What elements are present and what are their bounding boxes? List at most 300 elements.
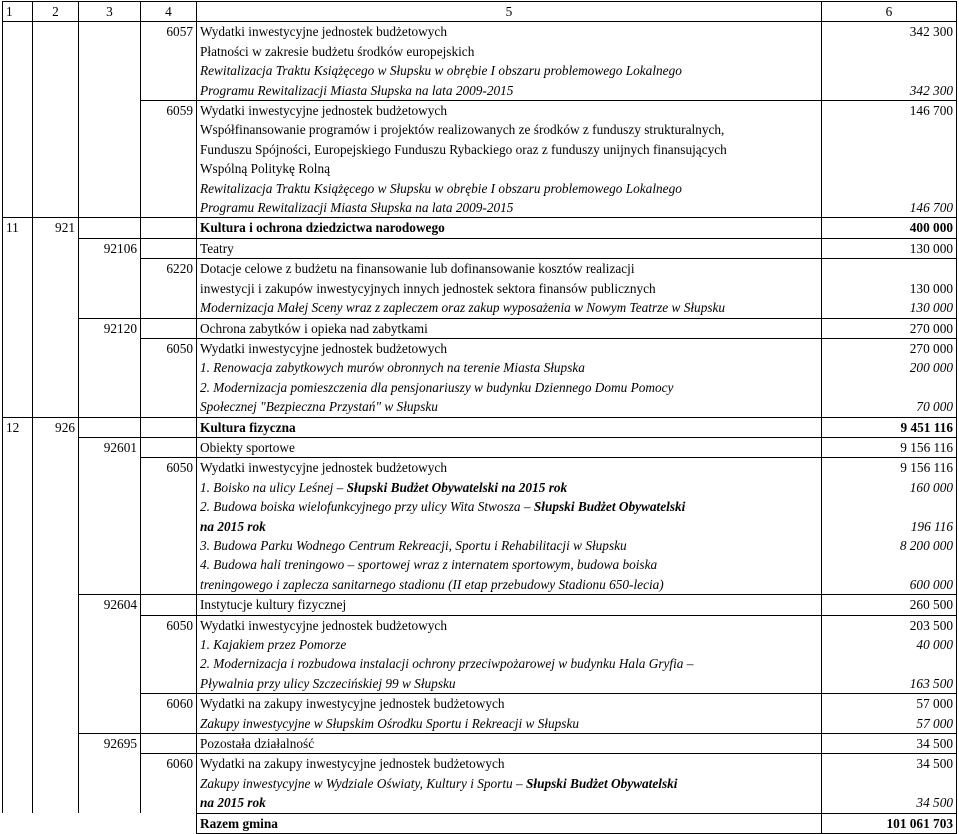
table-row (3, 458, 957, 478)
budget-label-bold: Słupski Budżet Obywatelski (526, 775, 678, 791)
table-row (3, 615, 957, 635)
lp-cell (3, 555, 33, 574)
description-cell (197, 694, 822, 714)
paragraf-cell (141, 140, 197, 159)
dzial-cell (33, 358, 79, 377)
description-cell (197, 238, 822, 258)
table-row (3, 259, 957, 279)
rozdzial-cell (79, 615, 141, 635)
amount-cell (822, 774, 957, 793)
lp-cell (3, 575, 33, 595)
paragraf-cell (141, 635, 197, 654)
description-text: Kultura fizyczna (200, 419, 296, 435)
header-col-4: 4 (141, 2, 197, 22)
rozdzial-cell: 92120 (79, 318, 141, 338)
header-col-2: 2 (33, 2, 79, 22)
amount-cell: 146 700 (822, 101, 957, 121)
paragraf-cell (141, 298, 197, 318)
rozdzial-cell (79, 179, 141, 198)
rozdzial-cell: 92601 (79, 437, 141, 457)
table-row (3, 595, 957, 615)
table-row (3, 378, 957, 397)
description-cell (197, 458, 822, 478)
description-text: Programu Rewitalizacji Miasta Słupska na lata 2009-2015 (200, 82, 514, 98)
lp-cell (3, 318, 33, 338)
paragraf-cell: 6050 (141, 338, 197, 358)
lp-cell (3, 61, 33, 80)
table-row (3, 714, 957, 734)
dzial-cell (33, 42, 79, 61)
amount-cell (822, 159, 957, 178)
dzial-cell (33, 654, 79, 673)
lp-cell (3, 298, 33, 318)
paragraf-cell: 6050 (141, 615, 197, 635)
rozdzial-cell (79, 298, 141, 318)
description-text: Współfinansowanie programów i projektów realizowanych ze środków z funduszy strukturalnych, (200, 122, 725, 138)
amount-cell: 196 116 (822, 517, 957, 536)
amount-cell (822, 259, 957, 279)
empty-cell (79, 813, 141, 833)
paragraf-cell (141, 279, 197, 298)
description-cell (197, 793, 822, 813)
dzial-cell: 926 (33, 417, 79, 437)
amount-cell: 57 000 (822, 694, 957, 714)
paragraf-cell (141, 497, 197, 516)
lp-cell (3, 140, 33, 159)
empty-cell (33, 813, 79, 833)
paragraf-cell (141, 536, 197, 555)
description-cell (197, 397, 822, 417)
table-row (3, 694, 957, 714)
amount-cell: 200 000 (822, 358, 957, 377)
paragraf-cell: 6057 (141, 22, 197, 42)
lp-cell (3, 734, 33, 754)
amount-cell: 34 500 (822, 754, 957, 774)
description-text: Społecznej "Bezpieczna Przystań" w Słupsku (200, 399, 438, 415)
paragraf-cell (141, 654, 197, 673)
paragraf-cell (141, 734, 197, 754)
description-text: Wydatki inwestycyjne jednostek budżetowych (200, 617, 447, 633)
rozdzial-cell (79, 101, 141, 121)
lp-cell (3, 159, 33, 178)
table-row (3, 42, 957, 61)
description-text: Obiekty sportowe (200, 439, 295, 455)
dzial-cell (33, 179, 79, 198)
rozdzial-cell (79, 674, 141, 694)
header-row (3, 2, 957, 22)
description-text: inwestycji i zakupów inwestycyjnych innych jednostek sektora finansów publicznych (200, 280, 656, 296)
dzial-cell (33, 555, 79, 574)
paragraf-cell (141, 179, 197, 198)
header-col-3: 3 (79, 2, 141, 22)
lp-cell (3, 259, 33, 279)
description-text: Dotacje celowe z budżetu na finansowanie lub dofinansowanie kosztów realizacji (200, 261, 635, 277)
table-row (3, 61, 957, 80)
dzial-cell (33, 774, 79, 793)
dzial-cell (33, 81, 79, 101)
description-text: 3. Budowa Parku Wodnego Centrum Rekreacji, Sportu i Rehabilitacji w Słupsku (200, 537, 627, 553)
amount-cell: 130 000 (822, 279, 957, 298)
amount-cell (822, 497, 957, 516)
paragraf-cell: 6220 (141, 259, 197, 279)
table-row (3, 81, 957, 101)
dzial-cell (33, 61, 79, 80)
amount-cell: 400 000 (822, 218, 957, 238)
table-row (3, 140, 957, 159)
paragraf-cell (141, 159, 197, 178)
lp-cell: 11 (3, 218, 33, 238)
paragraf-cell (141, 478, 197, 497)
description-text: 1. Kajakiem przez Pomorze (200, 637, 347, 652)
lp-cell (3, 754, 33, 774)
header-col-1: 1 (3, 2, 33, 22)
table-row (3, 654, 957, 673)
rozdzial-cell: 92106 (79, 238, 141, 258)
dzial-cell (33, 478, 79, 497)
description-cell (197, 555, 822, 574)
paragraf-cell (141, 378, 197, 397)
amount-cell (822, 120, 957, 139)
rozdzial-cell (79, 120, 141, 139)
description-cell (197, 774, 822, 793)
paragraf-cell (141, 437, 197, 457)
description-cell (197, 754, 822, 774)
amount-cell: 130 000 (822, 238, 957, 258)
lp-cell (3, 694, 33, 714)
description-cell (197, 497, 822, 516)
description-text: Wspólną Politykę Rolną (200, 161, 331, 177)
table-row (3, 318, 957, 338)
description-text: Pozostała działalność (200, 736, 315, 752)
paragraf-cell (141, 674, 197, 694)
description-text: Wydatki na zakupy inwestycyjne jednostek budżetowych (200, 756, 505, 772)
rozdzial-cell (79, 338, 141, 358)
description-cell (197, 120, 822, 139)
description-cell (197, 575, 822, 595)
rozdzial-cell (79, 754, 141, 774)
table-row (3, 635, 957, 654)
dzial-cell (33, 458, 79, 478)
dzial-cell (33, 140, 79, 159)
rozdzial-cell (79, 793, 141, 813)
paragraf-cell: 6060 (141, 754, 197, 774)
paragraf-cell (141, 81, 197, 101)
dzial-cell (33, 238, 79, 258)
dzial-cell (33, 674, 79, 694)
dzial-cell (33, 734, 79, 754)
description-cell (197, 198, 822, 218)
lp-cell (3, 198, 33, 218)
lp-cell (3, 536, 33, 555)
lp-cell (3, 378, 33, 397)
amount-cell: 342 300 (822, 22, 957, 42)
amount-cell: 203 500 (822, 615, 957, 635)
paragraf-cell (141, 517, 197, 536)
rozdzial-cell (79, 81, 141, 101)
lp-cell (3, 615, 33, 635)
lp-cell: 12 (3, 417, 33, 437)
amount-cell: 34 500 (822, 734, 957, 754)
description-cell (197, 140, 822, 159)
dzial-cell (33, 714, 79, 734)
rozdzial-cell (79, 575, 141, 595)
dzial-cell (33, 615, 79, 635)
rozdzial-cell (79, 218, 141, 238)
amount-cell (822, 555, 957, 574)
lp-cell (3, 42, 33, 61)
rozdzial-cell (79, 42, 141, 61)
lp-cell (3, 279, 33, 298)
rozdzial-cell (79, 259, 141, 279)
rozdzial-cell (79, 279, 141, 298)
paragraf-cell: 6050 (141, 458, 197, 478)
dzial-cell (33, 198, 79, 218)
rozdzial-cell (79, 417, 141, 437)
description-text: Płatności w zakresie budżetu środków europejskich (200, 43, 475, 59)
empty-cell (141, 813, 197, 833)
total-amount: 101 061 703 (822, 813, 957, 833)
description-cell (197, 81, 822, 101)
amount-cell: 146 700 (822, 198, 957, 218)
table-row (3, 536, 957, 555)
lp-cell (3, 437, 33, 457)
dzial-cell (33, 694, 79, 714)
description-cell (197, 478, 822, 497)
rozdzial-cell (79, 497, 141, 516)
paragraf-cell (141, 417, 197, 437)
paragraf-cell (141, 61, 197, 80)
amount-cell: 9 156 116 (822, 458, 957, 478)
table-row (3, 497, 957, 516)
table-row (3, 218, 957, 238)
paragraf-cell (141, 218, 197, 238)
description-cell (197, 635, 822, 654)
paragraf-cell (141, 793, 197, 813)
description-text: Rewitalizacja Traktu Książęcego w Słupsku w obrębie I obszaru problemowego Lokalnego (200, 63, 682, 79)
table-row (3, 517, 957, 536)
description-cell (197, 734, 822, 754)
description-cell (197, 298, 822, 318)
budget-label-bold: Słupski Budżet Obywatelski na 2015 rok (346, 479, 568, 495)
dzial-cell (33, 595, 79, 615)
lp-cell (3, 497, 33, 516)
amount-cell (822, 654, 957, 673)
description-text: Instytucje kultury fizycznej (200, 597, 347, 613)
budget-table (2, 1, 957, 834)
description-text: 2. Modernizacja i rozbudowa instalacji ochrony przeciwpożarowej w budynku Hala Gryfia – (200, 656, 694, 672)
table-row (3, 774, 957, 793)
description-text: 1. Boisko na ulicy Leśnej – (200, 479, 347, 495)
description-text: Wydatki na zakupy inwestycyjne jednostek budżetowych (200, 696, 505, 712)
rozdzial-cell (79, 478, 141, 497)
description-cell (197, 714, 822, 734)
dzial-cell (33, 120, 79, 139)
dzial-cell (33, 754, 79, 774)
lp-cell (3, 774, 33, 793)
dzial-cell (33, 536, 79, 555)
rozdzial-cell (79, 536, 141, 555)
table-row (3, 101, 957, 121)
total-label: Razem gmina (197, 813, 822, 833)
amount-cell: 260 500 (822, 595, 957, 615)
rozdzial-cell (79, 198, 141, 218)
description-text: 2. Budowa boiska wielofunkcyjnego przy ulicy Wita Stwosza – (200, 499, 534, 515)
amount-cell: 70 000 (822, 397, 957, 417)
dzial-cell (33, 575, 79, 595)
dzial-cell (33, 397, 79, 417)
rozdzial-cell (79, 774, 141, 793)
table-row (3, 575, 957, 595)
table-row (3, 397, 957, 417)
rozdzial-cell: 92604 (79, 595, 141, 615)
table-row (3, 238, 957, 258)
description-text: Funduszu Spójności, Europejskiego Funduszu Rybackiego oraz z funduszy unijnych finansujących (200, 141, 727, 157)
amount-cell: 163 500 (822, 674, 957, 694)
dzial-cell (33, 159, 79, 178)
lp-cell (3, 22, 33, 42)
table-row (3, 120, 957, 139)
rozdzial-cell (79, 714, 141, 734)
dzial-cell (33, 378, 79, 397)
table-row (3, 437, 957, 457)
lp-cell (3, 793, 33, 813)
amount-cell: 40 000 (822, 635, 957, 654)
description-text: Wydatki inwestycyjne jednostek budżetowych (200, 24, 447, 40)
lp-cell (3, 179, 33, 198)
budget-label-bold: Słupski Budżet Obywatelski (533, 499, 686, 515)
description-text: 1. Renowacja zabytkowych murów obronnych na terenie Miasta Słupska (200, 360, 585, 376)
lp-cell (3, 654, 33, 673)
rozdzial-cell (79, 555, 141, 574)
table-row (3, 478, 957, 497)
description-text: Wydatki inwestycyjne jednostek budżetowych (200, 340, 447, 356)
description-text: Kultura i ochrona dziedzictwa narodowego (200, 220, 445, 236)
description-cell (197, 42, 822, 61)
description-cell (197, 179, 822, 198)
table-row (3, 555, 957, 574)
lp-cell (3, 458, 33, 478)
amount-cell: 270 000 (822, 338, 957, 358)
amount-cell: 9 451 116 (822, 417, 957, 437)
rozdzial-cell (79, 358, 141, 377)
description-cell (197, 437, 822, 457)
description-cell (197, 517, 822, 536)
description-cell (197, 358, 822, 377)
lp-cell (3, 101, 33, 121)
paragraf-cell (141, 238, 197, 258)
description-text: treningowego i zaplecza sanitarnego stadionu (II etap przebudowy Stadionu 650-lecia) (200, 576, 664, 592)
description-cell (197, 279, 822, 298)
lp-cell (3, 358, 33, 377)
dzial-cell (33, 497, 79, 516)
dzial-cell (33, 101, 79, 121)
paragraf-cell (141, 555, 197, 574)
description-text: 2. Modernizacja pomieszczenia dla pensjonariuszy w budynku Dziennego Domu Pomocy (200, 379, 674, 395)
dzial-cell (33, 298, 79, 318)
table-row (3, 417, 957, 437)
header-col-5: 5 (197, 2, 822, 22)
dzial-cell (33, 793, 79, 813)
paragraf-cell (141, 358, 197, 377)
amount-cell: 34 500 (822, 793, 957, 813)
description-cell (197, 259, 822, 279)
dzial-cell (33, 635, 79, 654)
paragraf-cell (141, 714, 197, 734)
description-text: Rewitalizacja Traktu Książęcego w Słupsku w obrębie I obszaru problemowego Lokalnego (200, 180, 682, 196)
table-row (3, 358, 957, 377)
table-row (3, 338, 957, 358)
description-cell (197, 595, 822, 615)
description-text: 4. Budowa hali treningowo – sportowej wraz z internatem sportowym, budowa boiska (200, 557, 658, 573)
rozdzial-cell (79, 635, 141, 654)
table-row (3, 754, 957, 774)
rozdzial-cell (79, 517, 141, 536)
rozdzial-cell (79, 61, 141, 80)
description-cell (197, 22, 822, 42)
lp-cell (3, 714, 33, 734)
lp-cell (3, 674, 33, 694)
rozdzial-cell (79, 378, 141, 397)
description-cell (197, 159, 822, 178)
table-row (3, 793, 957, 813)
amount-cell: 270 000 (822, 318, 957, 338)
lp-cell (3, 478, 33, 497)
paragraf-cell (141, 595, 197, 615)
amount-cell: 342 300 (822, 81, 957, 101)
header-col-6: 6 (822, 2, 957, 22)
rozdzial-cell (79, 458, 141, 478)
amount-cell (822, 42, 957, 61)
description-text: Wydatki inwestycyjne jednostek budżetowych (200, 103, 447, 119)
table-row (3, 279, 957, 298)
description-text: Ochrona zabytków i opieka nad zabytkami (200, 320, 428, 336)
rozdzial-cell (79, 140, 141, 159)
lp-cell (3, 635, 33, 654)
description-cell (197, 378, 822, 397)
lp-cell (3, 338, 33, 358)
budget-label-bold: na 2015 rok (200, 795, 266, 811)
description-text: Modernizacja Małej Sceny wraz z zapleczem oraz zakup wyposażenia w Nowym Teatrze w Słupsku (200, 300, 726, 316)
rozdzial-cell (79, 694, 141, 714)
description-cell (197, 654, 822, 673)
description-text: Wydatki inwestycyjne jednostek budżetowych (200, 460, 447, 476)
paragraf-cell (141, 774, 197, 793)
paragraf-cell: 6059 (141, 101, 197, 121)
table-row (3, 22, 957, 42)
dzial-cell (33, 338, 79, 358)
table-row (3, 159, 957, 178)
description-text: Zakupy inwestycyjne w Wydziale Oświaty, Kultury i Sportu – (200, 775, 526, 791)
rozdzial-cell: 92695 (79, 734, 141, 754)
paragraf-cell (141, 120, 197, 139)
amount-cell: 8 200 000 (822, 536, 957, 555)
amount-cell (822, 179, 957, 198)
paragraf-cell (141, 397, 197, 417)
description-text: Pływalnia przy ulicy Szczecińskiej 99 w Słupsku (200, 675, 456, 691)
amount-cell (822, 61, 957, 80)
dzial-cell (33, 22, 79, 42)
dzial-cell: 921 (33, 218, 79, 238)
rozdzial-cell (79, 22, 141, 42)
table-row (3, 198, 957, 218)
paragraf-cell: 6060 (141, 694, 197, 714)
dzial-cell (33, 437, 79, 457)
paragraf-cell (141, 318, 197, 338)
amount-cell: 130 000 (822, 298, 957, 318)
description-cell (197, 318, 822, 338)
rozdzial-cell (79, 159, 141, 178)
dzial-cell (33, 259, 79, 279)
